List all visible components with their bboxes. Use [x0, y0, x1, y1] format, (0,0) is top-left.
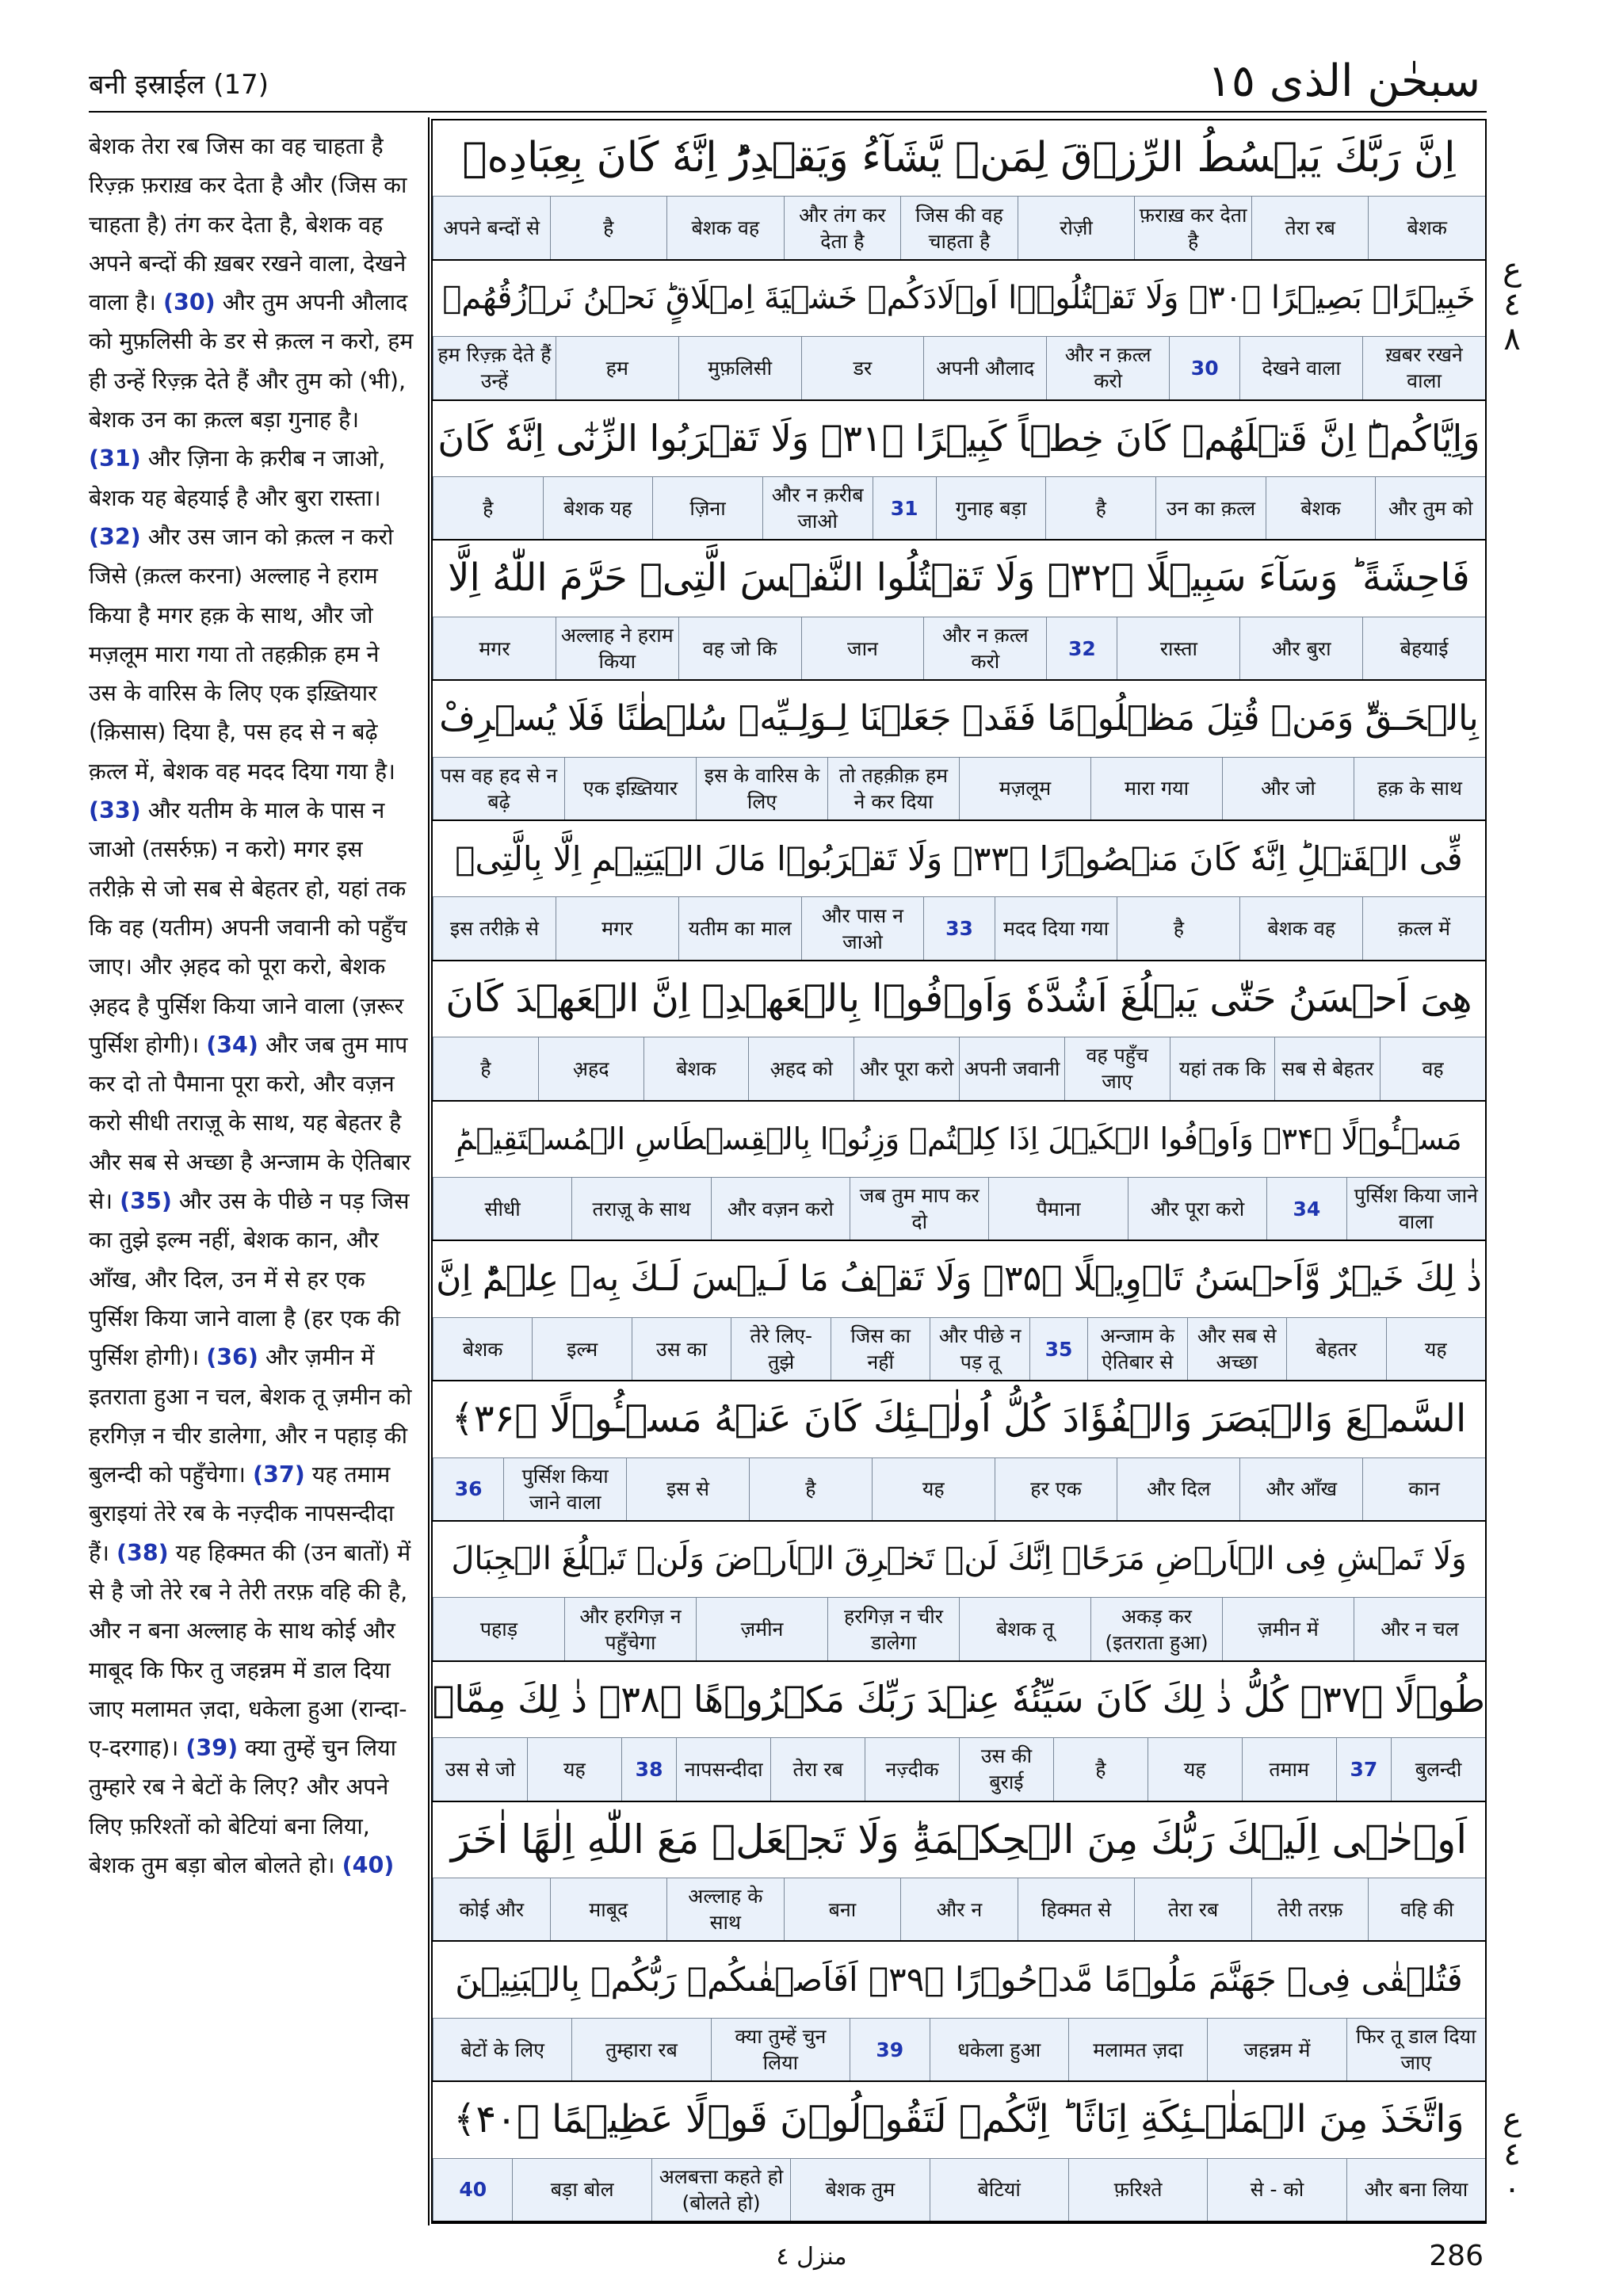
word-meaning-cell: उस का	[632, 1318, 731, 1380]
word-meaning-cell: यह	[527, 1738, 621, 1800]
word-meaning-cell: बेशक	[643, 1037, 749, 1099]
word-meaning-cell: और तंग कर देता है	[784, 197, 901, 258]
word-meaning-cell: तराज़ू के साथ	[571, 1178, 710, 1240]
word-meaning-cell: और न क़त्ल करो	[923, 617, 1046, 679]
arabic-line: فَتُلۡقٰى فِىۡ جَهَنَّمَ مَلُوۡمًا مَّدۡحُوۡرًا ﴿۳۹﴾ اَفَاَصۡفٰٮكُمۡ رَبُّكُمۡ بِالۡبَنِيۡنَ	[455, 1960, 1463, 2000]
word-meaning-cell: हरगिज़ न चीर डालेगा	[827, 1598, 959, 1660]
verse-number: (35)	[120, 1188, 172, 1215]
word-meaning-cell: क़त्ल में	[1362, 897, 1485, 959]
word-meaning-cell: हम रिज़्क़ देते हैं उन्हें	[433, 337, 556, 399]
translation-text: यह हिक्मत की (उन बातों) में से है जो तेरे रब ने तेरी तरफ़ वहि की है, और न बना अल्लाह के साथ कोई और माबूद कि फिर तु जहन्नम में डाल दिया जाए मलामत ज़दा, धकेला हुआ (रान्दा-ए-दरगाह)।	[89, 1539, 411, 1762]
verse-number: (32)	[89, 523, 141, 550]
word-meaning-cell: रास्ता	[1117, 617, 1239, 679]
word-meaning-cell: वह पहुँच जाए	[1064, 1037, 1170, 1099]
verse-number-cell: 36	[433, 1458, 503, 1520]
verse-number: (30)	[163, 289, 216, 316]
translation-text: यह तमाम बुराइयां तेरे रब के नज़्दीक नापसन्दीदा हैं।	[89, 1461, 395, 1566]
word-meaning-cell: देखने वाला	[1239, 337, 1362, 399]
word-meaning-cell: तेरी तरफ़	[1251, 1878, 1369, 1940]
word-meaning-cell: अल्लाह ने हराम किया	[556, 617, 678, 679]
translation-text: क्या तुम्हें चुन लिया तुम्हारे रब ने बेटों के लिए? और अपने लिए फ़रिश्तों को बेटियां बना लिया, बेशक तुम बड़ा बोल बोलते हो।	[89, 1735, 397, 1879]
arabic-line: بِالۡحَـقِّ‌ؕ وَمَنۡ قُتِلَ مَظۡلُوۡمًا فَقَدۡ جَعَلۡنَا لِـوَلِـيِّهٖ سُلۡطٰنًا فَلَا يُسۡرِفْ	[439, 698, 1479, 739]
word-meaning-cell: है	[1053, 1738, 1148, 1800]
ruku-mark-lower: ع ٤ ٠	[1503, 2101, 1522, 2207]
word-meaning-cell: वह	[1380, 1037, 1485, 1099]
word-meaning-cell: से - को	[1207, 2159, 1346, 2221]
word-meaning-cell: जिस की वह चाहता है	[900, 197, 1018, 258]
word-meaning-cell: तेरे लिए- तुझे	[731, 1318, 831, 1380]
word-meaning-cell: और पूरा करो	[1128, 1178, 1266, 1240]
word-meaning-cell: जान	[801, 617, 924, 679]
word-meaning-cell: यह	[1386, 1318, 1486, 1380]
word-meaning-cell: यतीम का माल	[678, 897, 801, 959]
translation-text: और यतीम के माल के पास न जाओ (तसर्रुफ़) न करो) मगर इस तरीक़े से जो सब से बेहतर हो, यहां तक कि वह (यतीम) अपनी जवानी को पहुँच जाए। और अ़हद को पूरा करो, बेशक अ़हद है पुर्सिश किया जाने वाला (ज़रूर पुर्सिश होगी)।	[89, 797, 407, 1058]
arabic-line: اِنَّ رَبَّكَ يَبۡسُطُ الرِّزۡقَ لِمَنۡ يَّشَآءُ وَيَقۡدِرُ‌ؕ اِنَّهٗ كَانَ بِعِبَادِهٖ	[462, 134, 1456, 181]
arabic-line: اَوۡحٰۤى اِلَيۡكَ رَبُّكَ مِنَ الۡحِكۡمَةِ‌ؕ وَلَا تَجۡعَلۡ مَعَ اللّٰهِ اِلٰهًا اٰخَرَ	[450, 1816, 1468, 1862]
word-meanings	[433, 1037, 1485, 1101]
word-meanings	[433, 896, 1485, 961]
word-meaning-cell: बेहयाई	[1362, 617, 1485, 679]
word-meaning-cell: बना	[784, 1878, 901, 1940]
word-meaning-cell: मलामत ज़दा	[1068, 2019, 1207, 2080]
word-meaning-cell: और दिल	[1117, 1458, 1239, 1520]
word-meaning-cell: उस की बुराई	[959, 1738, 1053, 1800]
word-meaning-cell: है	[550, 197, 667, 258]
word-meanings	[433, 617, 1485, 681]
word-meaning-cell: नापसन्दीदा	[676, 1738, 770, 1800]
arabic-line: هِىَ اَحۡسَنُ حَتّٰى يَبۡلُغَ اَشُدَّهٗ‌ وَاَوۡفُوۡا بِالۡعَهۡدِ‌ۚ اِنَّ الۡعَهۡدَ كَانَ	[445, 976, 1472, 1021]
word-meaning-cell: है	[433, 477, 543, 539]
header-surah-name: बनी इस्राईल (17)	[89, 69, 269, 101]
word-meanings	[433, 1597, 1485, 1661]
word-meaning-cell: डर	[801, 337, 924, 399]
word-meaning-cell: यह	[872, 1458, 995, 1520]
word-meaning-cell: बुलन्दी	[1391, 1738, 1485, 1800]
word-meaning-cell: मज़लूम	[959, 758, 1090, 819]
arabic-line: وَلَا تَمۡشِ فِى الۡاَرۡضِ مَرَحًا‌ۚ اِنَّكَ لَنۡ تَخۡرِقَ الۡاَرۡضَ وَلَنۡ تَبۡلُغَ الۡجِبَالَ	[451, 1541, 1467, 1577]
translation-text: बेशक तेरा रब जिस का वह चाहता है रिज़्क़ फ़राख़ कर देता है और (जिस का चाहता है) तंग कर देता है, बेशक वह अपने बन्दों की ख़बर रखने वाला, देखने वाला है।	[89, 133, 407, 316]
verse-number-cell: 39	[850, 2019, 930, 2080]
verse-row	[433, 2082, 1485, 2222]
word-meanings	[433, 1317, 1485, 1381]
arabic-line: فِّى الۡقَتۡلِ‌ؕ اِنَّهٗ كَانَ مَنۡصُوۡرًا ﴿۳۳﴾ وَلَا تَقۡرَبُوۡا مَالَ الۡيَتِيۡمِ اِلَّا بِالَّتِىۡ	[455, 839, 1463, 878]
word-meaning-cell: और पास न जाओ	[801, 897, 924, 959]
translation-column	[89, 127, 414, 2219]
word-meaning-cell: उस से जो	[433, 1738, 527, 1800]
word-meaning-cell: तो तहक़ीक़ हम ने कर दिया	[827, 758, 959, 819]
word-meaning-cell: और सब से अच्छा	[1187, 1318, 1287, 1380]
word-meaning-cell: कोई और	[433, 1878, 550, 1940]
word-meaning-cell: कान	[1362, 1458, 1485, 1520]
arabic-line: طُوۡلًا ﴿۳۷﴾ كُلُّ ذٰ لِكَ كَانَ سَيِّئُهٗ عِنۡدَ رَبِّكَ مَكۡرُوۡهًا ﴿۳۸﴾ ذٰ لِكَ مِمَّاۤ	[433, 1677, 1485, 1721]
word-meaning-cell: यहां तक कि	[1170, 1037, 1275, 1099]
header-rule	[89, 111, 1487, 113]
verse-number: (33)	[89, 797, 141, 824]
word-meaning-cell: पुर्सिश किया जाने वाला	[1346, 1178, 1485, 1240]
word-meaning-cell: तेरा रब	[770, 1738, 865, 1800]
word-meaning-cell: है	[1045, 477, 1155, 539]
word-meaning-cell: सब से बेहतर	[1274, 1037, 1380, 1099]
translation-text: और ज़िना के क़रीब न जाओ, बेशक यह बेहयाई है और बुरा रास्ता।	[89, 445, 386, 511]
word-meaning-cell: तेरा रब	[1251, 197, 1369, 258]
translation-text: और जब तुम माप कर दो तो पैमाना पूरा करो, और वज़न करो सीधी तराज़ू के साथ, यह बेहतर है और सब से अच्छा है अन्जाम के ऐतिबार से।	[89, 1031, 411, 1215]
word-meaning-cell: और न क़त्ल करो	[1046, 337, 1169, 399]
verse-row	[433, 1942, 1485, 2082]
word-meaning-cell: हम	[556, 337, 678, 399]
word-meaning-cell: एक इख़्तियार	[564, 758, 696, 819]
word-meaning-cell: और जो	[1222, 758, 1354, 819]
word-meaning-cell: और वज़न करो	[711, 1178, 850, 1240]
word-meanings	[433, 757, 1485, 821]
word-meaning-cell: रोज़ी	[1018, 197, 1135, 258]
word-meaning-cell: और न चल	[1354, 1598, 1485, 1660]
word-meaning-cell: अपने बन्दों से	[433, 197, 550, 258]
word-meaning-cell: बेशक तू	[959, 1598, 1090, 1660]
translation-text: और तुम अपनी औलाद को मुफ़लिसी के डर से क़त्ल न करो, हम ही उन्हें रिज़्क़ देते हैं और तुम को (भी), बेशक उन का क़त्ल बड़ा गुनाह है।	[89, 289, 414, 434]
word-meaning-cell: गुनाह बड़ा	[936, 477, 1046, 539]
word-meaning-cell: अपनी औलाद	[923, 337, 1046, 399]
word-meaning-cell: इस तरीक़े से	[433, 897, 556, 959]
word-meaning-cell: ख़बर रखने वाला	[1362, 337, 1485, 399]
header-para-name: سبحٰن الذى ١٥	[1207, 55, 1480, 107]
word-meaning-cell: नज़्दीक	[865, 1738, 959, 1800]
word-meaning-cell: मुफ़लिसी	[678, 337, 801, 399]
word-meaning-cell: जिस का नहीं	[831, 1318, 930, 1380]
word-meaning-cell: है	[1117, 897, 1239, 959]
word-meaning-cell: और आँख	[1239, 1458, 1362, 1520]
word-meaning-cell: और न	[900, 1878, 1018, 1940]
word-meaning-cell: फ़रिश्ते	[1068, 2159, 1207, 2221]
word-meaning-cell: पहाड़	[433, 1598, 564, 1660]
word-meaning-cell: बेशक वह	[666, 197, 784, 258]
column-divider	[428, 117, 430, 2225]
word-meaning-cell: ज़मीन	[696, 1598, 827, 1660]
word-meaning-cell: बेशक वह	[1239, 897, 1362, 959]
word-meaning-cell: बेशक	[1368, 197, 1485, 258]
word-meaning-cell: बेटियां	[930, 2159, 1068, 2221]
verse-row	[433, 961, 1485, 1102]
verse-number-cell: 34	[1266, 1178, 1346, 1240]
word-meaning-cell: बेशक	[433, 1318, 533, 1380]
word-meaning-cell: मगर	[556, 897, 678, 959]
word-meaning-cell: और तुम को	[1375, 477, 1485, 539]
verse-row	[433, 1241, 1485, 1381]
translation-text: और उस के पीछे न पड़ जिस का तुझे इल्म नहीं, बेशक कान, और आँख, और दिल, उन में से हर एक पुर्सिश किया जाने वाला है (हर एक की पुर्सिश होगी)।	[89, 1188, 410, 1371]
word-meaning-cell: हक़ के साथ	[1354, 758, 1485, 819]
verse-row	[433, 541, 1485, 681]
verse-row	[433, 681, 1485, 821]
translation-text: और उस जान को क़त्ल न करो जिसे (क़त्ल करना) अल्लाह ने हराम किया है मगर हक़ के साथ, और जो मज़लूम मारा गया तो तहक़ीक़ हम ने उस के वारिस के लिए एक इख़्तियार (क़िसास) दिया है, पस हद से न बढ़े क़त्ल में, बेशक वह मदद दिया गया है।	[89, 523, 395, 785]
word-meaning-cell: ज़िना	[652, 477, 762, 539]
word-meaning-cell: और न क़रीब जाओ	[762, 477, 873, 539]
word-meaning-cell: पुर्सिश किया जाने वाला	[503, 1458, 626, 1520]
word-meanings	[433, 1737, 1485, 1801]
word-meaning-cell: क्या तुम्हें चुन लिया	[711, 2019, 850, 2080]
word-meaning-cell: मगर	[433, 617, 556, 679]
word-meaning-cell: माबूद	[550, 1878, 667, 1940]
word-meaning-cell: और बुरा	[1239, 617, 1362, 679]
word-meaning-cell: बड़ा बोल	[512, 2159, 651, 2221]
word-meaning-cell: बेटों के लिए	[433, 2019, 571, 2080]
verse-row	[433, 401, 1485, 541]
verse-row	[433, 1102, 1485, 1242]
word-meanings	[433, 1878, 1485, 1942]
word-meaning-cell: फिर तू डाल दिया जाए	[1346, 2019, 1485, 2080]
word-meaning-cell: वहि की	[1368, 1878, 1485, 1940]
word-meaning-cell: अकड़ कर (इतराता हुआ)	[1090, 1598, 1222, 1660]
verse-row	[433, 1522, 1485, 1662]
verse-number: (34)	[206, 1031, 258, 1058]
word-meaning-cell: और बना लिया	[1346, 2159, 1485, 2221]
word-meanings	[433, 1457, 1485, 1522]
word-meaning-cell: इस से	[626, 1458, 749, 1520]
verse-number-cell: 30	[1169, 337, 1239, 399]
arabic-line: مَسۡـُٔوۡلًا ﴿۳۴﴾ وَاَوۡفُوا الۡكَيۡلَ اِذَا كِلۡتُمۡ وَزِنُوۡا بِالۡقِسۡطَاسِ الۡمُسۡتَقِيۡمِ‌ؕ	[456, 1121, 1462, 1156]
verse-number: (39)	[185, 1735, 239, 1762]
word-meanings	[433, 2018, 1485, 2082]
word-meaning-cell: वह जो कि	[678, 617, 801, 679]
verse-number: (38)	[116, 1539, 169, 1566]
word-meaning-cell: और पीछे न पड़ तू	[930, 1318, 1029, 1380]
word-meaning-cell: अपनी जवानी	[959, 1037, 1064, 1099]
word-meanings	[433, 476, 1485, 541]
word-meaning-cell: अ़हद को	[748, 1037, 854, 1099]
word-meaning-cell: अल्लाह के साथ	[666, 1878, 784, 1940]
verse-row	[433, 1381, 1485, 1522]
word-meaning-cell: अ़हद	[538, 1037, 643, 1099]
word-meaning-cell: तुम्हारा रब	[571, 2019, 710, 2080]
word-meanings	[433, 196, 1485, 260]
word-meaning-cell: बेशक तुम	[790, 2159, 929, 2221]
arabic-line: السَّمۡعَ وَالۡبَصَرَ وَالۡفُؤَادَ كُلُّ اُولٰۤـئِكَ كَانَ عَنۡهُ مَسۡـُٔوۡلًا ﴿۳۶﴾	[451, 1396, 1467, 1442]
footer-manzil: منزل ٤	[776, 2243, 847, 2271]
verse-row	[433, 120, 1485, 261]
verse-row	[433, 1662, 1485, 1802]
word-meaning-cell: हिक्मत से	[1018, 1878, 1135, 1940]
arabic-line: فَاحِشَةً ؕ وَسَآءَ سَبِيۡلًا ﴿۳۲﴾ وَلَا تَقۡتُلُوا النَّفۡسَ الَّتِىۡ حَرَّمَ اللّٰهُ اِلَّا	[448, 556, 1470, 601]
word-meaning-cell: मारा गया	[1090, 758, 1222, 819]
verse-row	[433, 261, 1485, 401]
word-meaning-cell: है	[433, 1037, 538, 1099]
word-meaning-cell: इस के वारिस के लिए	[696, 758, 827, 819]
verse-number-cell: 32	[1046, 617, 1117, 679]
translation-text: और ज़मीन में इतराता हुआ न चल, बेशक तू ज़मीन को हरगिज़ न चीर डालेगा, और न पहाड़ की बुलन्दी को पहुँचेगा।	[89, 1344, 412, 1488]
arabic-line: وَاتَّخَذَ مِنَ الۡمَلٰۤـئِكَةِ اِنَاثًا‌ ؕ اِنَّكُمۡ لَتَقُوۡلُوۡنَ قَوۡلًا عَظِيۡمًا ﴿۴۰﴾	[453, 2097, 1465, 2142]
word-meaning-cell: पस वह हद से न बढ़े	[433, 758, 564, 819]
word-meanings	[433, 2158, 1485, 2222]
word-meaning-cell: उन का क़त्ल	[1155, 477, 1266, 539]
arabic-line: ذٰ لِكَ خَيۡرٌ وَّاَحۡسَنُ تَاۡوِيۡلًا ﴿۳۵﴾ وَلَا تَقۡفُ مَا لَـيۡسَ لَـكَ بِهٖ عِلۡمٌ‌ؕ اِنَّ	[436, 1259, 1482, 1300]
word-meaning-cell: तेरा रब	[1134, 1878, 1251, 1940]
word-meaning-cell: अलबत्ता कहते हो (बोलते हो)	[651, 2159, 790, 2221]
word-meaning-cell: तमाम	[1242, 1738, 1336, 1800]
word-meaning-cell: जहन्नम में	[1207, 2019, 1346, 2080]
word-meaning-cell: बेहतर	[1286, 1318, 1386, 1380]
word-meaning-cell: है	[749, 1458, 872, 1520]
word-meaning-cell: बेशक यह	[543, 477, 653, 539]
word-meaning-cell: बेशक	[1266, 477, 1376, 539]
word-meaning-cell: और पूरा करो	[854, 1037, 959, 1099]
verse-number-cell: 37	[1336, 1738, 1391, 1800]
word-meaning-cell: और हरगिज़ न पहुँचेगा	[564, 1598, 696, 1660]
verse-number: (40)	[342, 1852, 395, 1879]
word-meaning-cell: फ़राख़ कर देता है	[1134, 197, 1251, 258]
arabic-line: وَاِيَّاكُمۡ‌ؕ اِنَّ قَتۡلَهُمۡ كَانَ خِطۡاً كَبِيۡرًا ﴿۳۱﴾ وَلَا تَقۡرَبُوا الزِّنٰٓى اِنَّهٗ كَانَ	[437, 416, 1480, 460]
verse-row	[433, 1802, 1485, 1943]
verse-row	[433, 821, 1485, 961]
word-meaning-cell: मदद दिया गया	[995, 897, 1117, 959]
verse-number: (37)	[253, 1461, 305, 1488]
word-meaning-cell: धकेला हुआ	[930, 2019, 1068, 2080]
verse-number: (36)	[206, 1344, 258, 1371]
word-by-word-grid	[431, 119, 1487, 2224]
word-meanings	[433, 336, 1485, 400]
word-meaning-cell: हर एक	[995, 1458, 1117, 1520]
verse-number: (31)	[89, 445, 141, 472]
word-meaning-cell: इल्म	[532, 1318, 632, 1380]
verse-number-cell: 33	[923, 897, 994, 959]
ruku-mark-upper: ع ٤ ٨	[1503, 251, 1522, 357]
arabic-line: خَبِيۡرًاۢ بَصِيۡرًا ﴿۳۰﴾ وَلَا تَقۡتُلُوۡۤا اَوۡلَادَكُمۡ خَشۡيَةَ اِمۡلَاقٍ‌ؕ نَحۡنُ نَرۡزُقُهُمۡ	[442, 279, 1476, 316]
word-meaning-cell: ज़मीन में	[1222, 1598, 1354, 1660]
footer-page-number: 286	[1429, 2240, 1484, 2272]
word-meanings	[433, 1177, 1485, 1241]
word-meaning-cell: सीधी	[433, 1178, 571, 1240]
word-meaning-cell: अन्जाम के ऐतिबार से	[1087, 1318, 1187, 1380]
verse-number-cell: 31	[873, 477, 936, 539]
word-meaning-cell: यह	[1148, 1738, 1242, 1800]
word-meaning-cell: जब तुम माप कर दो	[850, 1178, 988, 1240]
verse-number-cell: 40	[433, 2159, 513, 2221]
verse-number-cell: 35	[1029, 1318, 1087, 1380]
verse-number-cell: 38	[621, 1738, 676, 1800]
word-meaning-cell: पैमाना	[988, 1178, 1127, 1240]
